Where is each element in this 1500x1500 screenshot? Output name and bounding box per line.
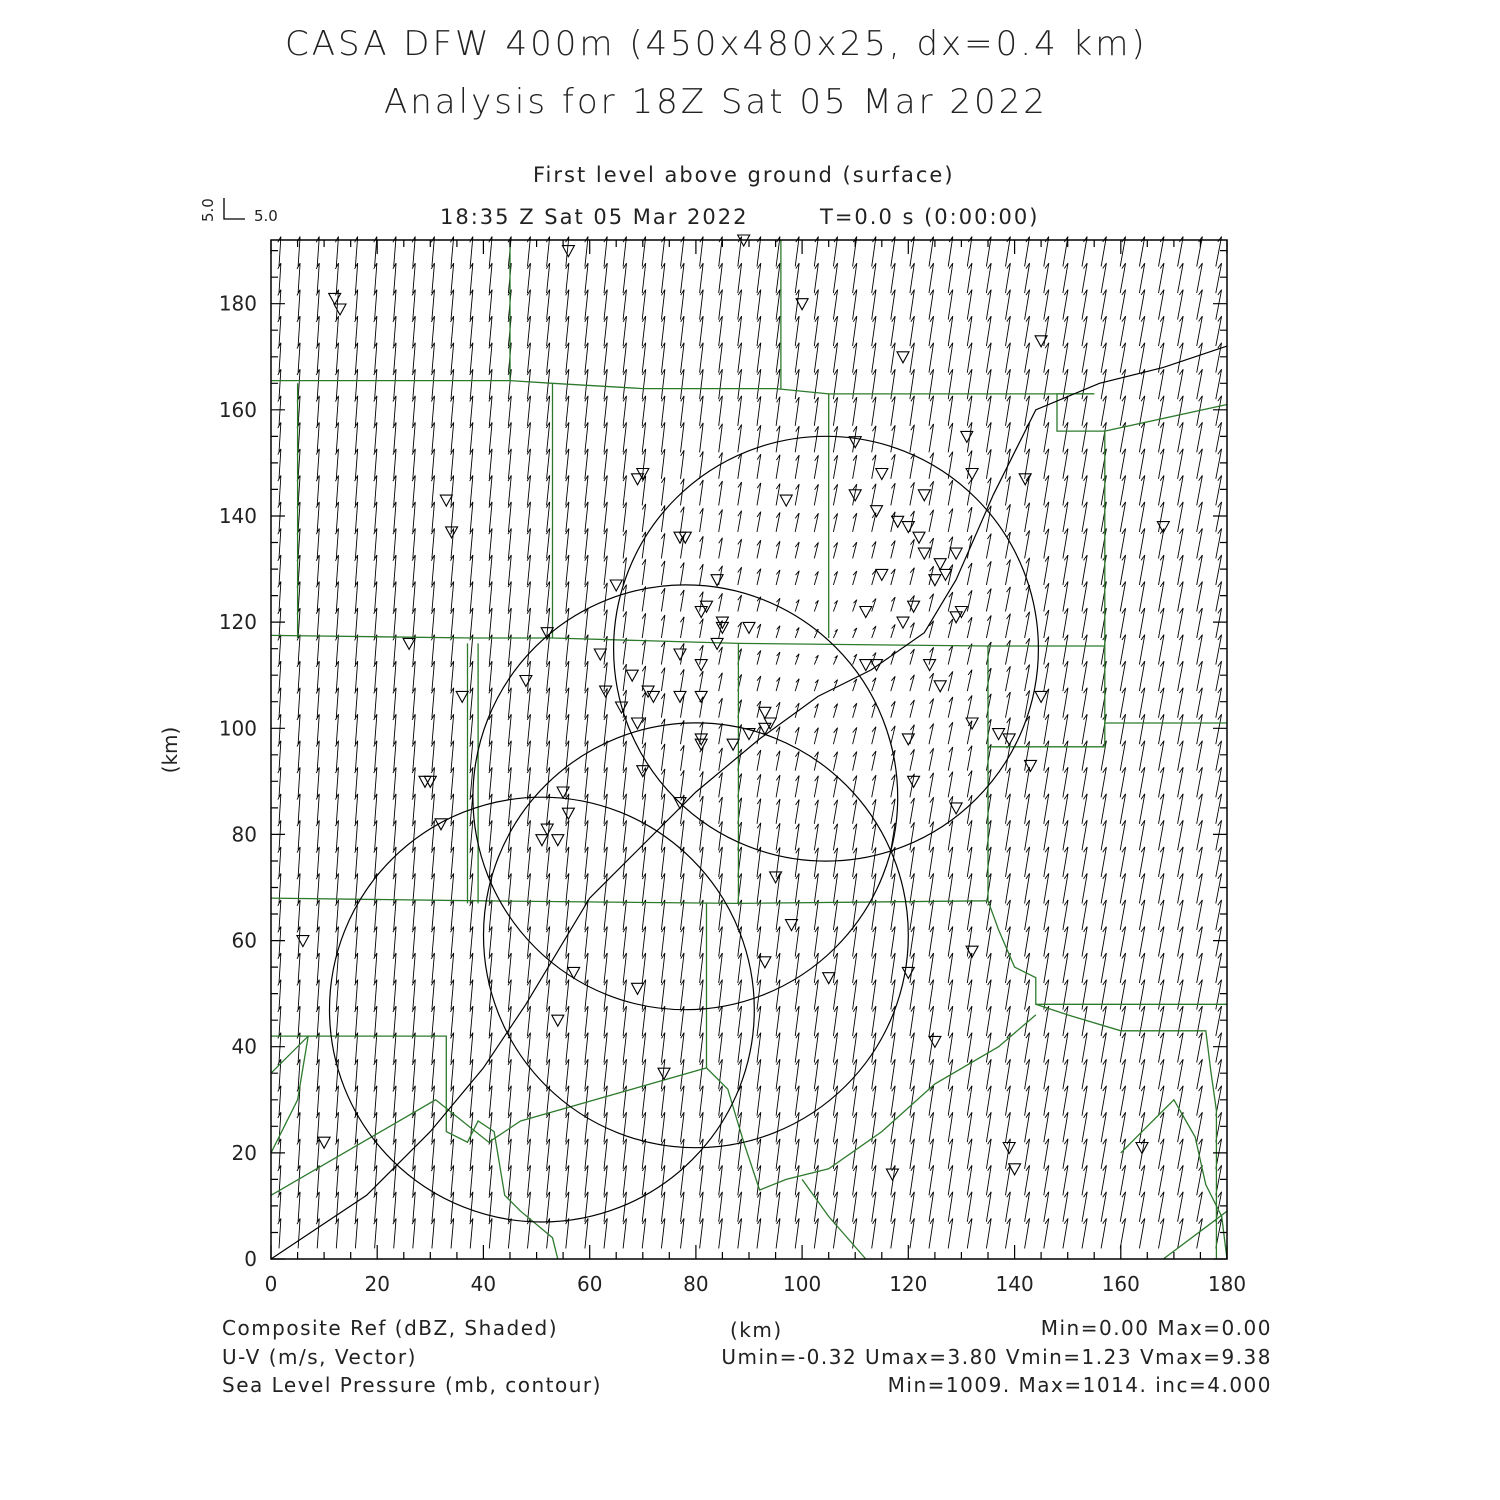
x-tick-label: 0: [264, 1272, 278, 1296]
vector-key-arrow: [224, 198, 245, 219]
station-marker: [626, 670, 638, 681]
county-line-18: [271, 1015, 1036, 1195]
y-tick-label: 40: [231, 1034, 257, 1059]
x-unit-label: (km): [730, 1318, 783, 1342]
station-marker: [918, 548, 930, 559]
station-marker: [520, 676, 532, 687]
field1-stats: Min=0.00 Max=0.00: [1040, 1316, 1272, 1340]
x-tick-label: 100: [783, 1272, 822, 1296]
field2-label: U-V (m/s, Vector): [222, 1345, 417, 1369]
station-marker: [562, 246, 574, 257]
station-marker: [961, 431, 973, 442]
county-line-14: [271, 898, 988, 903]
x-tick-label: 180: [1207, 1272, 1247, 1296]
station-marker: [552, 1015, 564, 1026]
y-tick-label: 80: [231, 822, 257, 847]
station-markers: [297, 235, 1169, 1180]
station-marker: [918, 490, 930, 501]
station-marker: [934, 681, 946, 692]
y-tick-label: 180: [218, 291, 257, 316]
x-tick-label: 120: [889, 1272, 928, 1296]
x-tick-label: 80: [683, 1272, 709, 1296]
station-marker: [727, 739, 739, 750]
vector-key-v-label: 5.0: [199, 198, 217, 222]
station-marker: [950, 803, 962, 814]
field3-label: Sea Level Pressure (mb, contour): [222, 1373, 602, 1397]
station-marker: [934, 559, 946, 570]
y-tick-label: 140: [218, 504, 257, 528]
station-marker: [632, 474, 644, 485]
x-tick-label: 20: [364, 1272, 390, 1296]
station-marker: [780, 495, 792, 506]
station-marker: [913, 532, 925, 543]
y-tick-label: 20: [231, 1140, 257, 1165]
x-tick-label: 40: [470, 1272, 497, 1296]
station-marker: [334, 304, 346, 315]
field2-stats: Umin=-0.32 Umax=3.80 Vmin=1.23 Vmax=9.38: [721, 1345, 1272, 1369]
station-marker: [902, 734, 914, 745]
x-tick-label: 60: [576, 1272, 603, 1296]
county-line-15: [988, 747, 1227, 1005]
station-marker: [695, 607, 707, 618]
station-marker: [759, 707, 771, 718]
vector-key: [199, 198, 278, 225]
station-marker: [897, 352, 909, 363]
x-tick-label: 160: [1101, 1272, 1140, 1296]
station-marker: [902, 522, 914, 533]
station-marker: [823, 973, 835, 984]
station-marker: [647, 691, 659, 702]
station-marker: [695, 691, 707, 702]
station-marker: [541, 824, 553, 835]
station-marker: [552, 835, 564, 846]
county-line-21: [271, 1036, 308, 1153]
station-marker: [871, 506, 883, 517]
vector-key-u-label: 5.0: [254, 207, 278, 225]
y-tick-label: 160: [218, 397, 257, 422]
station-marker: [759, 957, 771, 968]
station-marker: [318, 1137, 330, 1148]
station-marker: [860, 660, 872, 671]
station-marker: [966, 718, 978, 729]
station-marker: [860, 607, 872, 618]
field3-stats: Min=1009. Max=1014. inc=4.000: [887, 1373, 1272, 1397]
y-tick-label: 120: [218, 610, 257, 635]
station-marker: [456, 691, 468, 702]
station-marker: [632, 718, 644, 729]
station-marker: [876, 469, 888, 480]
station-marker: [743, 622, 755, 633]
elapsed-label: T=0.0 s (0:00:00): [820, 205, 1040, 229]
county-line-23: [1121, 1100, 1227, 1259]
county-line-8: [1105, 431, 1227, 723]
time-label: 18:35 Z Sat 05 Mar 2022: [440, 205, 749, 229]
station-marker: [536, 835, 548, 846]
county-line-5: [271, 635, 1105, 646]
title-line-1: CASA DFW 400m (450x480x25, dx=0.4 km): [285, 24, 1148, 64]
station-marker: [440, 495, 452, 506]
y-tick-label: 100: [218, 716, 257, 741]
station-marker: [674, 649, 686, 660]
station-marker: [1003, 734, 1015, 745]
x-tick-label: 140: [995, 1272, 1034, 1296]
station-marker: [929, 1036, 941, 1047]
station-marker: [695, 660, 707, 671]
station-marker: [876, 569, 888, 580]
station-marker: [610, 580, 622, 591]
y-tick-label: 0: [244, 1247, 257, 1271]
y-tick-label: 60: [231, 928, 257, 953]
field1-label: Composite Ref (dBZ, Shaded): [222, 1316, 559, 1340]
station-marker: [950, 548, 962, 559]
station-marker: [711, 575, 723, 586]
level-label: First level above ground (surface): [533, 163, 955, 187]
station-marker: [632, 983, 644, 994]
station-marker: [908, 601, 920, 612]
y-axis-label: (km): [158, 726, 182, 774]
station-marker: [329, 293, 341, 304]
station-marker: [562, 808, 574, 819]
station-marker: [568, 967, 580, 978]
title-line-2: Analysis for 18Z Sat 05 Mar 2022: [384, 82, 1048, 122]
county-line-24: [1163, 1211, 1227, 1259]
station-marker: [886, 1169, 898, 1180]
station-marker: [897, 617, 909, 628]
station-marker: [403, 638, 415, 649]
